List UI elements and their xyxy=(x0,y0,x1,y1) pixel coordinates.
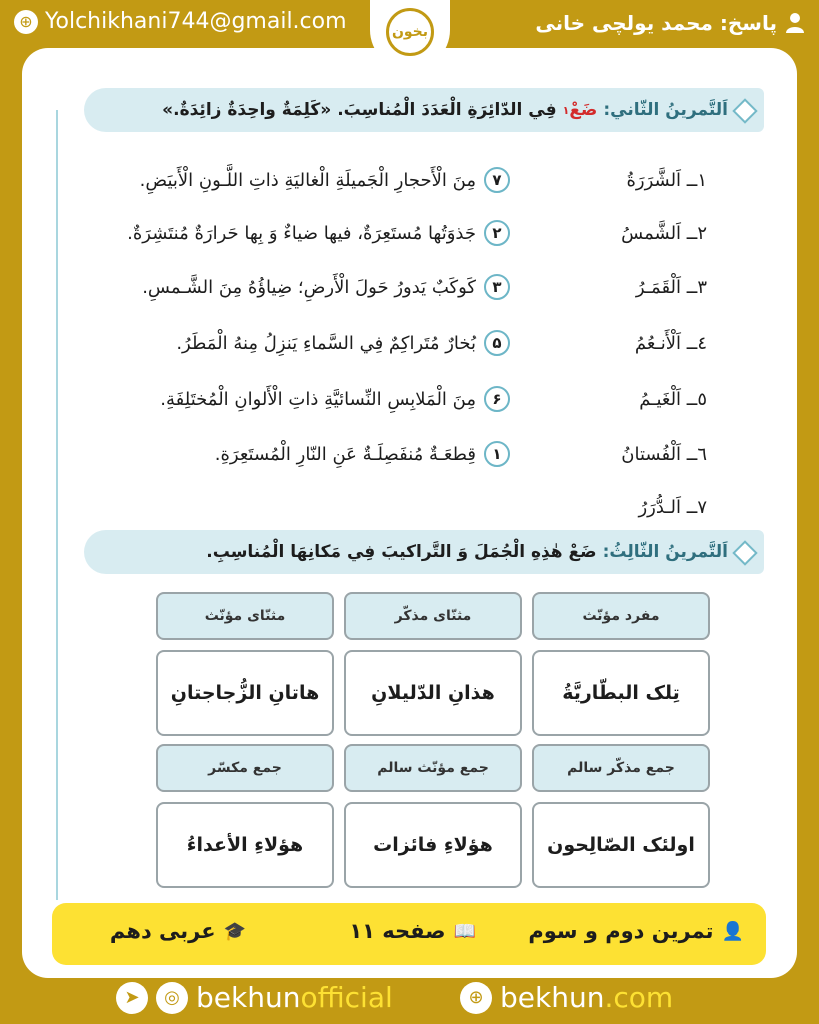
handle-accent: official xyxy=(300,981,393,1014)
website-link[interactable] xyxy=(460,981,673,1014)
answer-circle[interactable]: ۱ xyxy=(484,441,510,467)
lesson-info-strip xyxy=(52,903,766,965)
sentence-text: جَذوَتُها مُستَعِرَةٌ، فيها ضياءٌ وَ بِها حَرارَةٌ مُنتَشِرَةٌ. xyxy=(127,222,476,244)
sentence-row xyxy=(60,326,510,360)
margin-line xyxy=(56,110,58,900)
email-contact[interactable] xyxy=(14,9,347,34)
sentence-text: قِطعَـةٌ مُنفَصِلَـةٌ عَنِ النّارِ الْمُستَعِرَةِ. xyxy=(214,443,476,465)
table-header-cell: مثنّای مؤنّث xyxy=(156,592,334,640)
sentence-text: كَوكَبٌ يَدورُ حَولَ الْأَرضِ؛ ضِياؤُهُ مِنَ الشَّـمسِ. xyxy=(142,276,476,298)
logo-text: بخون xyxy=(391,24,429,40)
page-label-text: صفحه ۱۱ xyxy=(349,919,446,943)
table-value-cell: هؤلاءِ فائزات xyxy=(344,802,522,888)
exercise-label-text: تمرین دوم و سوم xyxy=(528,919,714,943)
diamond-icon xyxy=(732,540,757,565)
answer-circle[interactable]: ۵ xyxy=(484,330,510,356)
social-handle[interactable] xyxy=(116,981,393,1014)
handle-main: bekhun xyxy=(196,981,301,1014)
table-header-cell: جمع مؤنّث سالم xyxy=(344,744,522,792)
exercise2-instruction-verb: ضَعْ xyxy=(569,100,598,120)
answer-circle[interactable]: ۶ xyxy=(484,386,510,412)
word-item: ٥ــ اَلْغَيـمُ xyxy=(639,388,707,410)
sentence-row xyxy=(60,437,510,471)
table-value-cell: اولئک الصّالِحون xyxy=(532,802,710,888)
word-item: ٢ــ اَلشَّمسُ xyxy=(621,222,707,244)
answerer-credit xyxy=(535,11,805,35)
answer-circle[interactable]: ۳ xyxy=(484,274,510,300)
table-header-cell: جمع مکسّر xyxy=(156,744,334,792)
answer-circle[interactable]: ۲ xyxy=(484,220,510,246)
table-value-cell: هذانِ الدّليلانِ xyxy=(344,650,522,736)
answerer-text: پاسخ: محمد یولچی خانی xyxy=(535,11,777,35)
exercise2-banner xyxy=(84,88,764,132)
logo-mark xyxy=(386,8,434,56)
book-label-text: عربی دهم xyxy=(109,919,216,943)
book-label xyxy=(110,919,246,943)
word-item: ٦ــ اَلْفُستانُ xyxy=(621,443,707,465)
globe-icon: ⊕ xyxy=(460,982,492,1014)
graduation-cap-icon: 🎓 xyxy=(223,920,246,942)
book-icon: 📖 xyxy=(453,920,476,942)
sentence-row xyxy=(60,270,510,304)
word-item: ١ــ اَلشَّرَرَةُ xyxy=(626,169,707,191)
site-text xyxy=(500,981,673,1014)
word-item: ٣ــ اَلْقَمَـرُ xyxy=(635,276,707,298)
site-main: bekhun xyxy=(500,981,605,1014)
table-header-cell: مفرد مؤنّث xyxy=(532,592,710,640)
sentence-text: مِنَ الْأَحجارِ الْجَميلَةِ الْغاليَةِ ذاتِ اللَّـونِ الْأَبيَضِ. xyxy=(139,169,476,191)
table-value-cell: هؤلاءِ الأعداءُ xyxy=(156,802,334,888)
sentence-row xyxy=(60,382,510,416)
diamond-icon xyxy=(732,98,757,123)
exercise3-heading: اَلتَّمرينُ الثّالِثُ: xyxy=(602,542,728,562)
exercise2-heading: اَلتَّمرينُ الثّاني: xyxy=(603,100,728,120)
user-icon xyxy=(785,12,805,34)
site-accent: .com xyxy=(604,981,674,1014)
exercise-label xyxy=(528,919,744,943)
page-label xyxy=(349,919,476,943)
sentence-row xyxy=(60,163,510,197)
handle-text xyxy=(196,981,393,1014)
globe-icon: ⊕ xyxy=(14,10,38,34)
email-text: Yolchikhani744@gmail.com xyxy=(45,9,347,34)
instagram-icon[interactable]: ◎ xyxy=(156,982,188,1014)
word-item: ٧ــ اَلـدُّرَرُ xyxy=(638,496,707,518)
reader-icon: 👤 xyxy=(721,920,744,942)
sentence-text: مِنَ الْمَلابِسِ النِّسائيَّةِ ذاتِ الْأَلوانِ الْمُختَلِفَةِ. xyxy=(160,388,476,410)
sentence-text: بُخارٌ مُتَراكِمٌ فِي السَّماءِ يَنزِلُ مِنهُ الْمَطَرُ. xyxy=(176,332,476,354)
answer-circle[interactable]: ۷ xyxy=(484,167,510,193)
bottom-bar xyxy=(0,978,819,1024)
exercise2-instruction: فِي الدّائِرَةِ الْعَدَدَ الْمُناسِبَ. «كَلِمَةٌ واحِدَةٌ زائِدَةٌ.» xyxy=(162,100,557,120)
exercise3-instruction: ضَعْ هٰذِهِ الْجُمَلَ وَ التَّراكيبَ فِي مَكانِهَا الْمُناسِبِ. xyxy=(206,542,597,562)
table-value-cell: هاتانِ الزُّجاجتانِ xyxy=(156,650,334,736)
word-item: ٤ــ اَلْأَنـعُمُ xyxy=(634,332,707,354)
exercise3-banner xyxy=(84,530,764,574)
exercise2-footnote: ۱ xyxy=(562,103,570,117)
table-value-cell: تِلک البطّاريَّةُ xyxy=(532,650,710,736)
table-header-cell: مثنّای مذکّر xyxy=(344,592,522,640)
sentence-row xyxy=(60,216,510,250)
telegram-icon[interactable]: ➤ xyxy=(116,982,148,1014)
table-header-cell: جمع مذکّر سالم xyxy=(532,744,710,792)
